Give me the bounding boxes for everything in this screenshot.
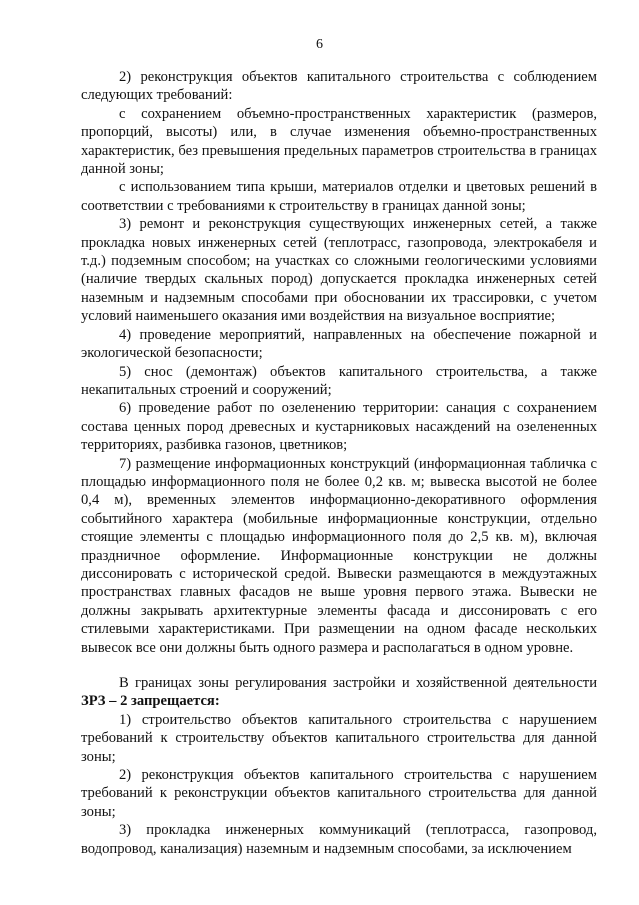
paragraph: с сохранением объемно-пространственных характеристик (размеров, пропорций, высоты) или, в случае изменения объемно-пространственных характеристик, без превышения предельных параметров строительства в границах данной зоны; bbox=[81, 105, 597, 178]
paragraph: 7) размещение информационных конструкций (информационная табличка с площадью информационного поля не более 0,2 кв. м; вывеска высотой не более 0,4 м), временных элементов информационно-декоративного оформления событийного характера (мобильные информационные конструкции, отдельно стоящие элементы с площадью информационного поля до 2,5 кв. м), включая праздничное оформление. Информационные конструкции не должны диссонировать с исторической средой. Вывески размещаются в междуэтажных пространствах главных фасадов не выше уровня первого этажа. Вывески не должны закрывать архитектурные элементы фасада и диссонировать с его стилевыми характеристиками. При размещении на одном фасаде нескольких вывесок все они должны быть одного размера и располагаться в одном уровне. bbox=[81, 455, 597, 656]
section-zone-label: ЗРЗ – 2 запрещается: bbox=[81, 693, 220, 710]
page-number: 6 bbox=[316, 37, 323, 52]
section-heading bbox=[81, 674, 597, 711]
paragraph: 2) реконструкция объектов капитального строительства с соблюдением следующих требований: bbox=[81, 69, 597, 104]
paragraph: 6) проведение работ по озеленению территории: санация с сохранением состава ценных пород древесных и кустарниковых насаждений на озелененных территориях, разбивка газонов, цветников; bbox=[81, 400, 597, 454]
section-intro: В границах зоны регулирования застройки и хозяйственной деятельности bbox=[119, 675, 597, 691]
document-body bbox=[81, 68, 597, 858]
paragraph: с использованием типа крыши, материалов отделки и цветовых решений в соответствии с требованиями к строительству в границах данной зоны; bbox=[81, 179, 597, 214]
prohibition-item: 3) прокладка инженерных коммуникаций (теплотрасса, газопровод, водопровод, канализация) наземным и надземным способами, за исключением bbox=[81, 822, 597, 857]
paragraph: 3) ремонт и реконструкция существующих инженерных сетей, а также прокладка новых инженерных сетей (теплотрасс, газопровода, электрокабеля и т.д.) подземным способом; на участках со сложными геологическими условиями (наличие твердых скальных пород) допускается прокладка инженерных сетей наземным и надземным способами при обосновании их трассировки, с учетом условий наименьшего оказания ими воздействия на визуальное восприятие; bbox=[81, 216, 597, 325]
prohibition-item: 2) реконструкция объектов капитального строительства с нарушением требований к реконструкции объектов капитального строительства для данной зоны; bbox=[81, 767, 597, 820]
prohibition-item: 1) строительство объектов капитального строительства с нарушением требований к строительству объектов капитального строительства для данной зоны; bbox=[81, 711, 597, 765]
paragraph: 5) снос (демонтаж) объектов капитального строительства, а также некапитальных строений и сооружений; bbox=[81, 363, 597, 398]
paragraph: 4) проведение мероприятий, направленных на обеспечение пожарной и экологической безопасности; bbox=[81, 326, 597, 362]
